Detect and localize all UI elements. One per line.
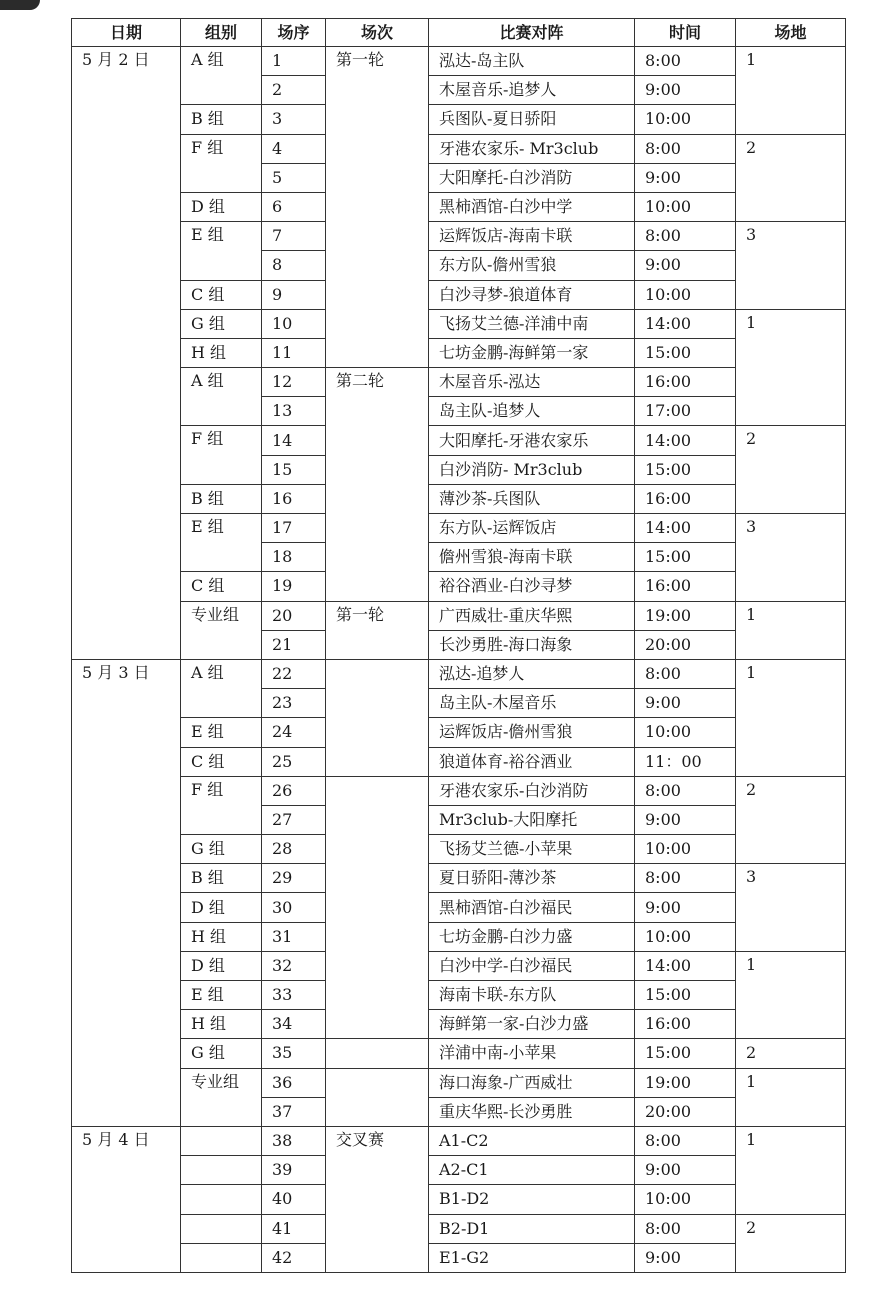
table-row [72,1068,846,1097]
cell-venue: 1 [736,659,846,776]
cell-group: C 组 [181,572,262,601]
cell-venue: 1 [736,951,846,1039]
cell-group [181,1214,262,1243]
cell-match-no: 5 [262,163,326,192]
cell-match-no: 37 [262,1097,326,1126]
header-match-no: 场序 [262,19,326,47]
cell-matchup: 飞扬艾兰德-小苹果 [429,835,635,864]
cell-time: 8:00 [635,222,736,251]
cell-venue: 1 [736,601,846,659]
cell-group: F 组 [181,426,262,484]
cell-match-no: 15 [262,455,326,484]
table-row [72,572,846,601]
cell-group: B 组 [181,864,262,893]
table-row [72,105,846,134]
cell-match-no: 23 [262,689,326,718]
cell-group: E 组 [181,514,262,572]
cell-match-no: 3 [262,105,326,134]
cell-time: 9:00 [635,163,736,192]
cell-matchup: 运辉饭店-儋州雪狼 [429,718,635,747]
cell-match-no: 40 [262,1185,326,1214]
cell-time: 8:00 [635,47,736,76]
cell-match-no: 22 [262,659,326,688]
cell-venue: 2 [736,1214,846,1272]
cell-group: F 组 [181,776,262,834]
cell-venue: 3 [736,222,846,310]
cell-matchup: 泓达-追梦人 [429,659,635,688]
cell-matchup: 海口海象-广西威壮 [429,1068,635,1097]
cell-venue: 3 [736,514,846,602]
cell-matchup: 夏日骄阳-薄沙茶 [429,864,635,893]
cell-time: 8:00 [635,1126,736,1155]
cell-matchup: 岛主队-木屋音乐 [429,689,635,718]
cell-match-no: 25 [262,747,326,776]
cell-venue: 2 [736,1039,846,1068]
cell-match-no: 10 [262,309,326,338]
cell-matchup: B1-D2 [429,1185,635,1214]
cell-matchup: 大阳摩托-白沙消防 [429,163,635,192]
cell-matchup: E1-G2 [429,1243,635,1272]
cell-venue: 2 [736,134,846,222]
table-row [72,835,846,864]
cell-group: G 组 [181,835,262,864]
cell-match-no: 28 [262,835,326,864]
cell-time: 9:00 [635,893,736,922]
cell-matchup: 泓达-岛主队 [429,47,635,76]
cell-matchup: 黑柿酒馆-白沙中学 [429,192,635,221]
cell-time: 11：00 [635,747,736,776]
cell-time: 10:00 [635,280,736,309]
cell-match-no: 8 [262,251,326,280]
cell-round: 第一轮 [326,601,429,659]
cell-matchup: 七坊金鹏-白沙力盛 [429,922,635,951]
cell-group: F 组 [181,134,262,192]
cell-group: A 组 [181,368,262,426]
cell-matchup: 洋浦中南-小苹果 [429,1039,635,1068]
table-row [72,1039,846,1068]
cell-match-no: 12 [262,368,326,397]
cell-time: 8:00 [635,134,736,163]
table-row [72,776,846,805]
table-row [72,484,846,513]
cell-matchup: 薄沙茶-兵图队 [429,484,635,513]
table-row [72,1185,846,1214]
cell-time: 14:00 [635,426,736,455]
cell-group [181,1243,262,1272]
cell-time: 10:00 [635,192,736,221]
cell-time: 19:00 [635,601,736,630]
cell-date: 5 月 4 日 [72,1126,181,1272]
cell-matchup: 木屋音乐-泓达 [429,368,635,397]
cell-match-no: 7 [262,222,326,251]
cell-match-no: 32 [262,951,326,980]
cell-matchup: 大阳摩托-牙港农家乐 [429,426,635,455]
cell-matchup: Mr3club-大阳摩托 [429,805,635,834]
cell-match-no: 24 [262,718,326,747]
cell-time: 9:00 [635,1156,736,1185]
cell-match-no: 35 [262,1039,326,1068]
table-row [72,864,846,893]
cell-time: 15:00 [635,981,736,1010]
cell-matchup: 牙港农家乐-白沙消防 [429,776,635,805]
cell-group: H 组 [181,1010,262,1039]
header-round: 场次 [326,19,429,47]
cell-time: 19:00 [635,1068,736,1097]
table-row [72,514,846,543]
cell-group [181,1156,262,1185]
table-row [72,893,846,922]
cell-matchup: 木屋音乐-追梦人 [429,76,635,105]
header-row [72,19,846,47]
cell-group: G 组 [181,309,262,338]
cell-matchup: 白沙消防- Mr3club [429,455,635,484]
cell-match-no: 36 [262,1068,326,1097]
cell-group: E 组 [181,981,262,1010]
cell-group: 专业组 [181,1068,262,1126]
cell-time: 9:00 [635,1243,736,1272]
cell-match-no: 4 [262,134,326,163]
cell-round: 交叉赛 [326,1126,429,1272]
cell-time: 20:00 [635,630,736,659]
cell-match-no: 1 [262,47,326,76]
cell-group: E 组 [181,222,262,280]
cell-date: 5 月 3 日 [72,659,181,1126]
cell-matchup: 白沙寻梦-狼道体育 [429,280,635,309]
cell-matchup: 广西威壮-重庆华熙 [429,601,635,630]
cell-time: 10:00 [635,718,736,747]
table-row [72,426,846,455]
cell-time: 16:00 [635,572,736,601]
cell-time: 15:00 [635,338,736,367]
cell-time: 9:00 [635,805,736,834]
cell-venue: 1 [736,1126,846,1214]
cell-matchup: 狼道体育-裕谷酒业 [429,747,635,776]
table-row [72,368,846,397]
cell-time: 10:00 [635,922,736,951]
table-row [72,659,846,688]
cell-match-no: 31 [262,922,326,951]
header-time: 时间 [635,19,736,47]
cell-round: 第二轮 [326,368,429,602]
cell-matchup: 海鲜第一家-白沙力盛 [429,1010,635,1039]
cell-match-no: 19 [262,572,326,601]
cell-venue: 1 [736,1068,846,1126]
table-row [72,747,846,776]
table-row [72,718,846,747]
cell-time: 10:00 [635,105,736,134]
table-row [72,1010,846,1039]
cell-matchup: 东方队-儋州雪狼 [429,251,635,280]
table-row [72,134,846,163]
table-row [72,47,846,76]
cell-group: B 组 [181,105,262,134]
cell-group: A 组 [181,659,262,717]
table-row [72,338,846,367]
table-row [72,922,846,951]
cell-time: 15:00 [635,1039,736,1068]
cell-match-no: 11 [262,338,326,367]
cell-match-no: 42 [262,1243,326,1272]
cell-matchup: 儋州雪狼-海南卡联 [429,543,635,572]
cell-time: 8:00 [635,1214,736,1243]
cell-time: 8:00 [635,864,736,893]
cell-matchup: 黑柿酒馆-白沙福民 [429,893,635,922]
cell-matchup: A2-C1 [429,1156,635,1185]
cell-venue: 3 [736,864,846,952]
cell-group: C 组 [181,747,262,776]
table-row [72,280,846,309]
cell-group [181,1185,262,1214]
cell-time: 16:00 [635,368,736,397]
cell-match-no: 18 [262,543,326,572]
schedule-body [72,47,846,1273]
cell-match-no: 30 [262,893,326,922]
cell-match-no: 20 [262,601,326,630]
cell-match-no: 13 [262,397,326,426]
cell-time: 8:00 [635,659,736,688]
cell-time: 10:00 [635,1185,736,1214]
cell-match-no: 14 [262,426,326,455]
cell-match-no: 26 [262,776,326,805]
table-row [72,1214,846,1243]
table-row [72,309,846,338]
cell-match-no: 17 [262,514,326,543]
cell-match-no: 41 [262,1214,326,1243]
cell-venue: 2 [736,776,846,864]
cell-matchup: 兵图队-夏日骄阳 [429,105,635,134]
cell-round [326,1039,429,1068]
cell-match-no: 9 [262,280,326,309]
header-date: 日期 [72,19,181,47]
cell-matchup: 飞扬艾兰德-洋浦中南 [429,309,635,338]
cell-time: 14:00 [635,309,736,338]
corner-tab-decoration [0,0,40,10]
cell-matchup: 海南卡联-东方队 [429,981,635,1010]
table-row [72,1126,846,1155]
cell-round: 第一轮 [326,47,429,368]
cell-group: A 组 [181,47,262,105]
cell-matchup: 裕谷酒业-白沙寻梦 [429,572,635,601]
cell-venue: 2 [736,426,846,514]
cell-time: 10:00 [635,835,736,864]
cell-match-no: 38 [262,1126,326,1155]
cell-round [326,1068,429,1126]
table-row [72,192,846,221]
cell-matchup: 牙港农家乐- Mr3club [429,134,635,163]
cell-group: H 组 [181,338,262,367]
cell-match-no: 2 [262,76,326,105]
cell-time: 14:00 [635,951,736,980]
cell-time: 20:00 [635,1097,736,1126]
cell-time: 16:00 [635,1010,736,1039]
cell-matchup: 岛主队-追梦人 [429,397,635,426]
table-row [72,222,846,251]
cell-match-no: 16 [262,484,326,513]
match-schedule-table [71,18,846,1273]
cell-time: 8:00 [635,776,736,805]
cell-match-no: 29 [262,864,326,893]
cell-matchup: 运辉饭店-海南卡联 [429,222,635,251]
header-matchup: 比赛对阵 [429,19,635,47]
cell-matchup: A1-C2 [429,1126,635,1155]
cell-date: 5 月 2 日 [72,47,181,660]
cell-group: E 组 [181,718,262,747]
cell-group: D 组 [181,951,262,980]
cell-venue: 1 [736,47,846,135]
table-row [72,1156,846,1185]
table-row [72,1243,846,1272]
cell-match-no: 33 [262,981,326,1010]
cell-match-no: 6 [262,192,326,221]
cell-matchup: 七坊金鹏-海鲜第一家 [429,338,635,367]
cell-matchup: 长沙勇胜-海口海象 [429,630,635,659]
cell-group: C 组 [181,280,262,309]
cell-matchup: 白沙中学-白沙福民 [429,951,635,980]
cell-matchup: 重庆华熙-长沙勇胜 [429,1097,635,1126]
cell-matchup: 东方队-运辉饭店 [429,514,635,543]
cell-round [326,659,429,776]
cell-venue: 1 [736,309,846,426]
cell-time: 17:00 [635,397,736,426]
cell-group: G 组 [181,1039,262,1068]
cell-match-no: 39 [262,1156,326,1185]
table-row [72,601,846,630]
cell-time: 15:00 [635,543,736,572]
cell-match-no: 27 [262,805,326,834]
header-group: 组别 [181,19,262,47]
table-row [72,951,846,980]
cell-group [181,1126,262,1155]
cell-round [326,776,429,1039]
cell-match-no: 21 [262,630,326,659]
cell-group: 专业组 [181,601,262,659]
header-venue: 场地 [736,19,846,47]
cell-group: B 组 [181,484,262,513]
cell-matchup: B2-D1 [429,1214,635,1243]
cell-match-no: 34 [262,1010,326,1039]
cell-time: 9:00 [635,689,736,718]
cell-time: 9:00 [635,251,736,280]
table-row [72,981,846,1010]
cell-time: 16:00 [635,484,736,513]
cell-time: 9:00 [635,76,736,105]
cell-group: D 组 [181,893,262,922]
cell-time: 15:00 [635,455,736,484]
cell-time: 14:00 [635,514,736,543]
cell-group: H 组 [181,922,262,951]
cell-group: D 组 [181,192,262,221]
